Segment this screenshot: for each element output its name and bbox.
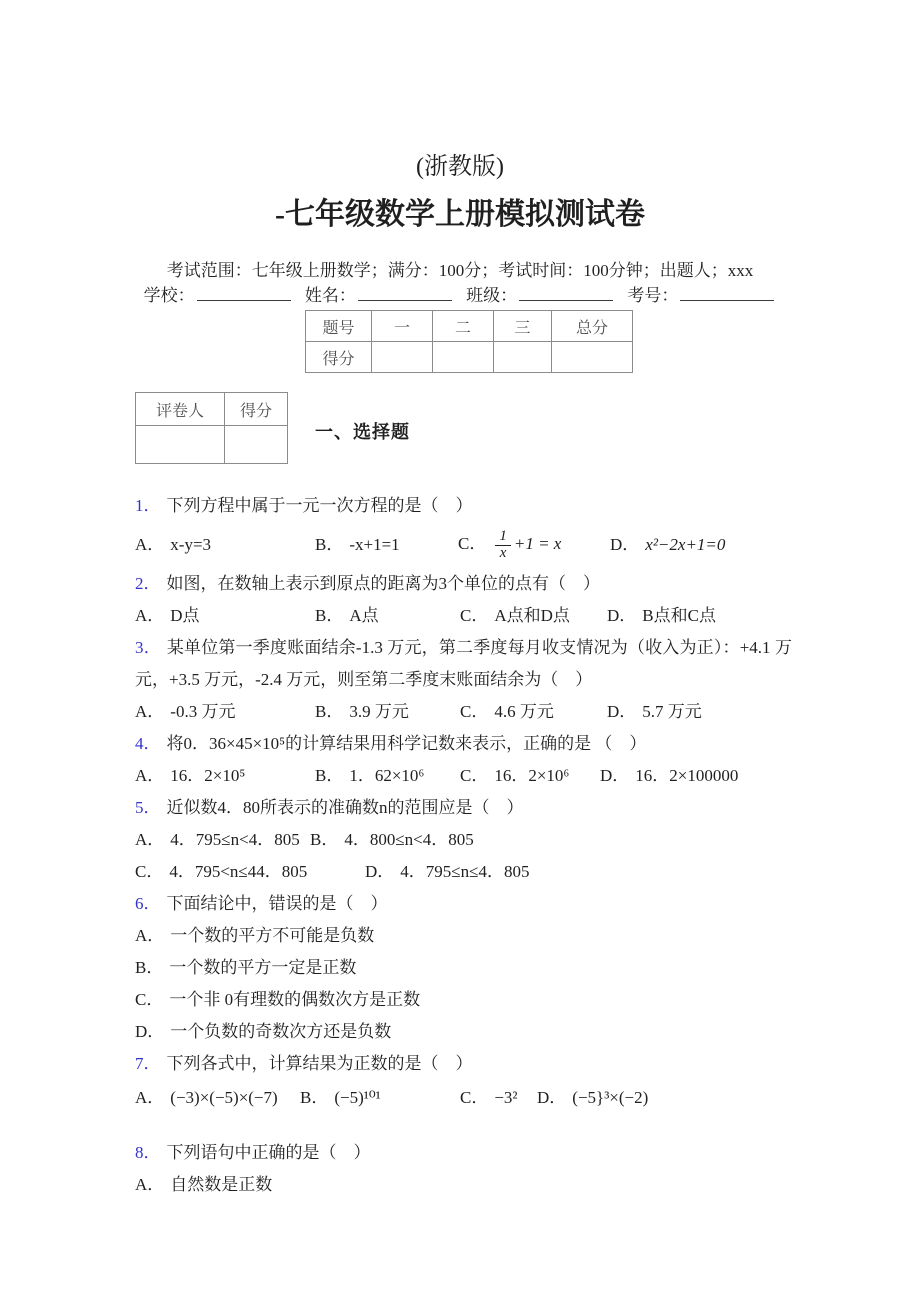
option	[135, 984, 792, 1016]
option	[315, 600, 460, 632]
grader-header-cell: 得分	[225, 393, 288, 426]
options-row	[135, 696, 792, 728]
question-stem-text: 下列各式中，计算结果为正数的是（ ）	[166, 1054, 473, 1073]
option	[135, 856, 365, 888]
grader-value-cell	[136, 426, 225, 464]
question-stem	[135, 490, 792, 522]
field-name	[305, 286, 454, 305]
score-row-label: 得分	[306, 342, 372, 373]
option	[135, 920, 792, 952]
option-label: A．	[135, 926, 165, 945]
option	[135, 824, 310, 856]
score-value-cell	[372, 342, 433, 373]
option-label: B．	[315, 535, 344, 554]
questions-area	[135, 490, 792, 1201]
option	[315, 529, 458, 561]
option-label: A．	[135, 535, 165, 554]
option	[315, 760, 460, 792]
exam-info-line: 考试范围：七年级上册数学；满分：100分；考试时间：100分钟；出题人；xxx	[166, 261, 754, 280]
question-stem-text: 下列语句中正确的是（ ）	[166, 1143, 371, 1162]
option	[300, 1082, 460, 1114]
option	[135, 529, 315, 561]
option-label: B．	[315, 702, 344, 721]
option-label: B．	[315, 766, 344, 785]
question-number: 5．	[135, 798, 161, 817]
option	[135, 600, 315, 632]
field-class	[466, 286, 615, 305]
option-text: (−5}³×(−2)	[572, 1088, 649, 1107]
options-row	[135, 1080, 792, 1116]
question-number: 7．	[135, 1054, 161, 1073]
question-number: 8．	[135, 1143, 161, 1162]
option-label: C．	[458, 534, 487, 554]
question-stem-text: 某单位第一季度账面结余-1.3 万元，第二季度每月收支情况为（收入为正）：+4.1 万元，+3.5 万元，-2.4 万元，则至第二季度末账面结余为（ ）	[135, 638, 792, 689]
option	[607, 696, 792, 728]
option-label: D．	[610, 535, 640, 554]
option-text: 16．2×100000	[635, 766, 739, 785]
options-row	[135, 824, 792, 856]
grader-header-cell: 评卷人	[136, 393, 225, 426]
option	[600, 760, 792, 792]
options-row	[135, 856, 792, 888]
student-info-row	[0, 284, 920, 308]
section-heading: 一、选择题	[315, 422, 410, 442]
question-number: 3．	[135, 638, 161, 657]
option-text: 4．795<n≤44．805	[169, 862, 308, 881]
option-label: C．	[460, 606, 489, 625]
score-header-cell: 一	[372, 311, 433, 342]
option-text: +1 = x	[513, 534, 562, 554]
option-label: B．	[135, 958, 164, 977]
question-stem	[135, 568, 792, 600]
option-text: -x+1=1	[349, 535, 400, 554]
option-text: 3.9 万元	[349, 702, 409, 721]
field-exam-number	[627, 286, 776, 305]
option	[610, 529, 792, 561]
option-label: D．	[607, 606, 637, 625]
option	[460, 600, 607, 632]
option	[135, 1082, 300, 1114]
option	[460, 696, 607, 728]
score-table-header-row	[306, 311, 633, 342]
option-label: B．	[315, 606, 344, 625]
option	[537, 1082, 792, 1114]
question-stem-text: 近似数4．80所表示的准确数n的范围应是（ ）	[166, 798, 524, 817]
question-stem	[135, 728, 792, 760]
option	[135, 952, 792, 984]
option-text: (−3)×(−5)×(−7)	[170, 1088, 278, 1107]
edition-label: (浙教版)	[416, 154, 504, 180]
option-text: 1．62×10⁶	[349, 766, 425, 785]
question-stem	[135, 632, 792, 696]
question-stem	[135, 888, 792, 920]
question-number: 1．	[135, 496, 161, 515]
option-text: 一个非 0有理数的偶数次方是正数	[169, 990, 421, 1009]
options-row	[135, 760, 792, 792]
fraction	[495, 529, 511, 562]
option-label: A．	[135, 830, 165, 849]
option	[310, 824, 792, 856]
option-text: 一个负数的奇数次方还是负数	[170, 1022, 392, 1041]
score-header-cell: 二	[433, 311, 494, 342]
option-text: 4．800≤n<4．805	[344, 830, 474, 849]
option-label: D．	[600, 766, 630, 785]
option-label: D．	[135, 1022, 165, 1041]
fraction-numerator: 1	[495, 529, 511, 546]
field-class-label: 班级：	[466, 286, 518, 305]
option	[458, 528, 610, 561]
option-label: A．	[135, 702, 165, 721]
question-stem	[135, 1048, 792, 1080]
option-text: 16．2×10⁵	[170, 766, 246, 785]
grader-table-header-row	[136, 393, 288, 426]
option-label: A．	[135, 1175, 165, 1194]
option	[460, 1082, 537, 1114]
option-text: (−5)¹⁰¹	[334, 1088, 381, 1107]
option	[135, 696, 315, 728]
score-header-cell: 题号	[306, 311, 372, 342]
score-header-cell: 总分	[552, 311, 633, 342]
option-label: D．	[365, 862, 395, 881]
score-value-cell	[494, 342, 552, 373]
option	[607, 600, 792, 632]
question-stem	[135, 1137, 792, 1169]
option	[135, 1016, 792, 1048]
option	[135, 1169, 792, 1201]
score-value-cell	[433, 342, 494, 373]
options-row	[135, 600, 792, 632]
option-text: x²−2x+1=0	[645, 535, 726, 554]
field-exam-number-label: 考号：	[627, 286, 679, 305]
question-number: 4．	[135, 734, 161, 753]
option-label: A．	[135, 766, 165, 785]
grader-score-table	[135, 392, 288, 464]
score-header-cell: 三	[494, 311, 552, 342]
option-text: 4.6 万元	[494, 702, 554, 721]
field-school	[144, 286, 293, 305]
grader-table-value-row	[136, 426, 288, 464]
option	[315, 696, 460, 728]
option-text: 4．795≤n<4．805	[170, 830, 300, 849]
option-text: A点和D点	[494, 606, 570, 625]
option-label: A．	[135, 606, 165, 625]
option-text: 自然数是正数	[170, 1175, 273, 1194]
option-text: D点	[170, 606, 200, 625]
option-text: 一个数的平方不可能是负数	[170, 926, 375, 945]
option-label: C．	[135, 862, 164, 881]
question-stem-text: 将0．36×45×10⁵的计算结果用科学记数来表示，正确的是 （ ）	[166, 734, 647, 753]
option-label: D．	[607, 702, 637, 721]
options-row	[135, 522, 792, 568]
option-label: C．	[460, 766, 489, 785]
question-stem-text: 如图，在数轴上表示到原点的距离为3个单位的点有（ ）	[166, 574, 600, 593]
option-text: 4．795≤n≤4．805	[400, 862, 530, 881]
exam-number-blank-line	[680, 285, 774, 301]
grader-value-cell	[225, 426, 288, 464]
option	[365, 856, 792, 888]
option-label: A．	[135, 1088, 165, 1107]
field-name-label: 姓名：	[304, 286, 356, 305]
option	[460, 760, 600, 792]
option-label: C．	[460, 1088, 489, 1107]
option-text: A点	[349, 606, 379, 625]
school-blank-line	[197, 285, 291, 301]
question-stem-text: 下面结论中，错误的是（ ）	[166, 894, 388, 913]
question-stem	[135, 792, 792, 824]
option-text: -0.3 万元	[170, 702, 236, 721]
option-label: B．	[300, 1088, 329, 1107]
class-blank-line	[519, 285, 613, 301]
score-table-score-row	[306, 342, 633, 373]
option-text: −3²	[494, 1088, 518, 1107]
question-number: 6．	[135, 894, 161, 913]
question-stem-text: 下列方程中属于一元一次方程的是（ ）	[166, 496, 473, 515]
option-label: D．	[537, 1088, 567, 1107]
option-label: C．	[135, 990, 164, 1009]
page-title: -七年级数学上册模拟测试卷	[275, 198, 645, 231]
option-text: 5.7 万元	[642, 702, 702, 721]
option-text: x-y=3	[170, 535, 212, 554]
option	[135, 760, 315, 792]
score-summary-table	[305, 310, 633, 373]
option-label: C．	[460, 702, 489, 721]
option-text: 16．2×10⁶	[494, 766, 570, 785]
score-value-cell	[552, 342, 633, 373]
option-label: B．	[310, 830, 339, 849]
option-text: 一个数的平方一定是正数	[169, 958, 357, 977]
name-blank-line	[358, 285, 452, 301]
field-school-label: 学校：	[143, 286, 195, 305]
fraction-denominator: x	[499, 544, 507, 561]
question-number: 2．	[135, 574, 161, 593]
option-text: B点和C点	[642, 606, 716, 625]
